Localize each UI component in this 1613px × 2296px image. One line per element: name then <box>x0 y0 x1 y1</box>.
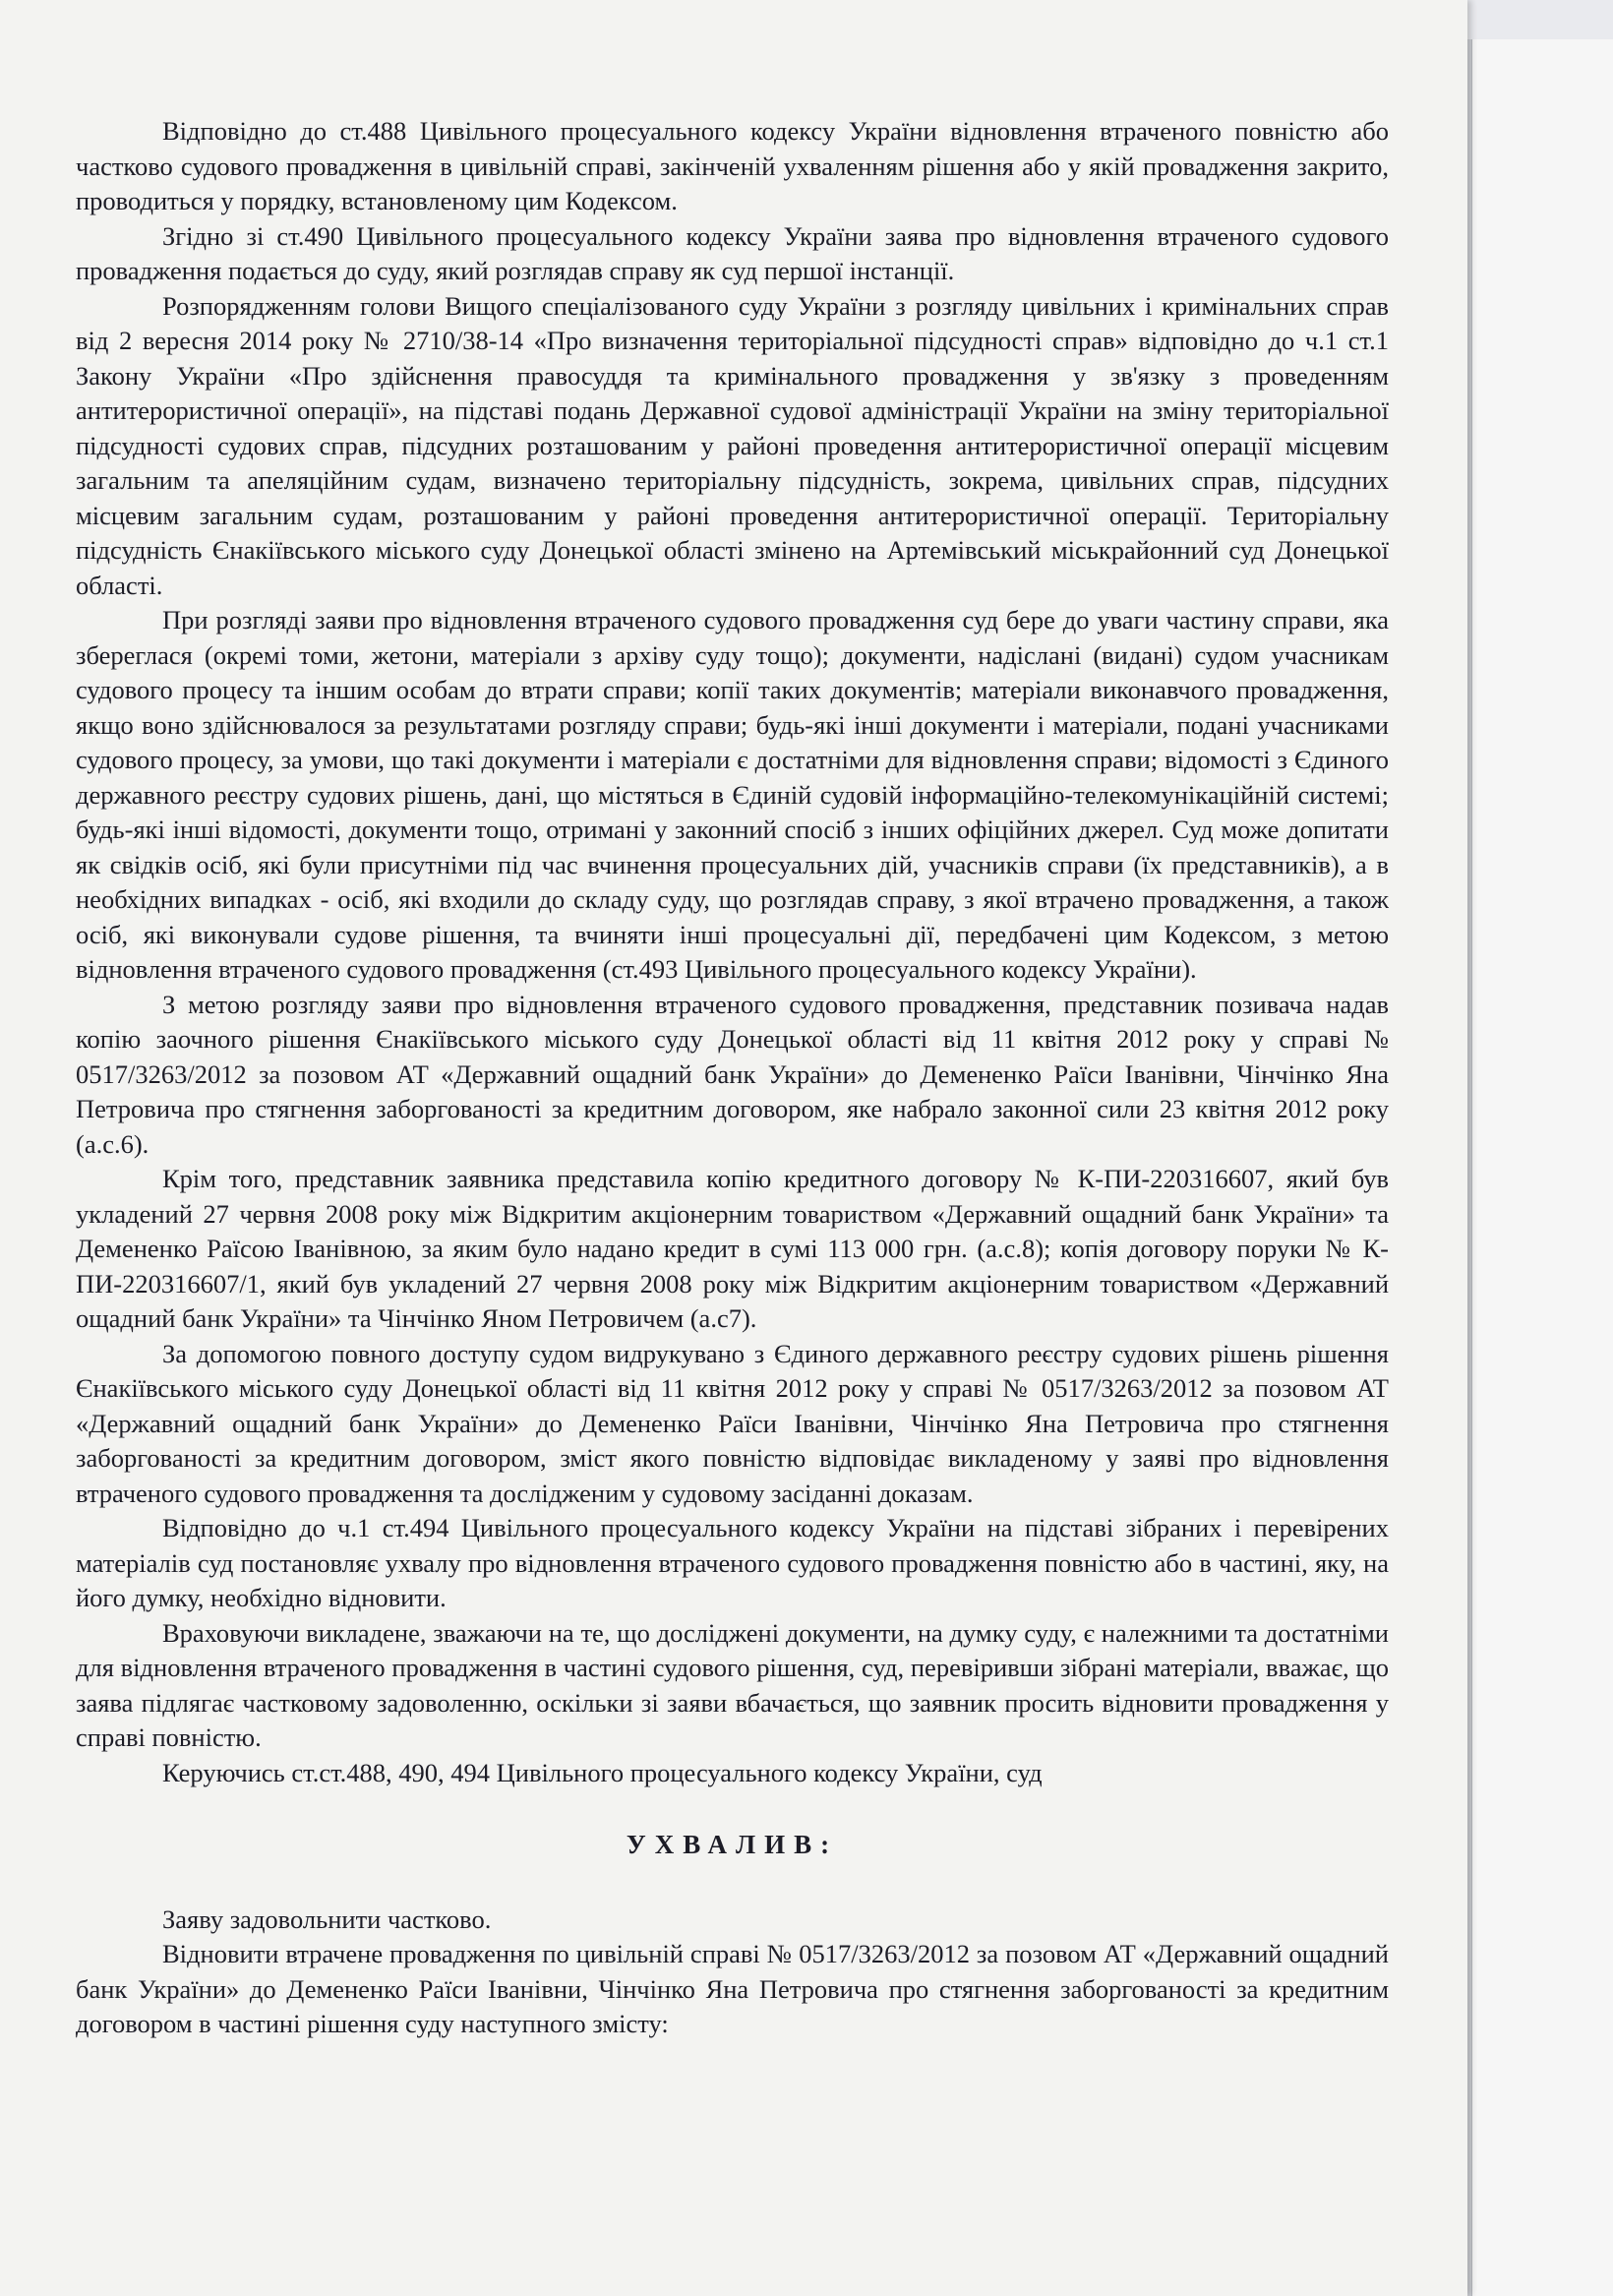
paragraph-art-490: Згідно зі ст.490 Цивільного процесуального кодексу України заява про відновлення втраченого судового провадження подається до суду, який розглядав справу як суд першої інстанції. <box>76 220 1389 285</box>
paragraph-considering: Враховуючи викладене, зважаючи на те, що досліджені документи, на думку суду, є належними та достатніми для відновлення втраченого провадження в частині судового рішення, суд, перевіривши зібрані матеріали, вважає, що заява підлягає частковому задоволенню, оскільки зі заяви вбачається, що заявник просить відновити провадження у справі повністю. <box>76 1617 1389 1752</box>
paragraph-guided-by: Керуючись ст.ст.488, 490, 494 Цивільного процесуального кодексу України, суд <box>162 1757 1043 1787</box>
page-stack-edge <box>1471 39 1613 2296</box>
paragraph-art-494: Відповідно до ч.1 ст.494 Цивільного процесуального кодексу України на підставі зібраних і перевірених матеріалів суд постановляє ухвалу про відновлення втраченого судового провадження повністю або в частині, яку, на його думку, необхідно відновити. <box>76 1513 1389 1612</box>
paragraph-jurisdiction-order: Розпорядженням голови Вищого спеціалізованого суду України з розгляду цивільних і кримінальних справ від 2 вересня 2014 року № 2710/38-14 «Про визначення територіальної підсудності справ» відповідно до ч.1 ст.1 Закону України «Про здійснення правосуддя та кримінального провадження у зв'язку з проведенням антитерористичної операції», на підставі подань Державної судової адміністрації України на зміну територіальної підсудності судових справ, підсудних розташованим у районі проведення антитерористичної операції місцевим загальним та апеляційним судам, визначено територіальну підсудність, зокрема, цивільних справ, підсудних місцевим загальним судам, розташованим у районі проведення антитерористичної операції. Територіальну підсудність Єнакіївського міського суду Донецької області змінено на Артемівський міськрайонний суд Донецької області. <box>76 290 1389 600</box>
paragraph-registry-printout: За допомогою повного доступу судом видрукувано з Єдиного державного реєстру судових рішень рішення Єнакіївського міського суду Донецької області від 11 квітня 2012 року у справі № 0517/3263/2012 за позовом АТ «Державний ощадний банк України» до Демененко Раїси Іванівни, Чінчінко Яна Петровича про стягнення заборгованості за кредитним договором, зміст якого повністю відповідає викладеному у заяві про відновлення втраченого судового провадження та дослідженим у судовому засіданні доказам. <box>76 1338 1389 1508</box>
paragraph-plaintiff-evidence: З метою розгляду заяви про відновлення втраченого судового провадження, представник позивача надав копію заочного рішення Єнакіївського міського суду Донецької області від 11 квітня 2012 року у справі № 0517/3263/2012 за позовом АТ «Державний ощадний банк України» до Демененко Раїси Іванівни, Чінчінко Яна Петровича про стягнення заборгованості за кредитним договором, яке набрало законної сили 23 квітня 2012 року (а.с.6). <box>76 989 1389 1159</box>
decision-restore-proceedings: Відновити втрачене провадження по цивільній справі № 0517/3263/2012 за позовом АТ «Державний ощадний банк України» до Демененко Раїси Іванівни, Чінчінко Яна Петровича про стягнення заборгованості за кредитним договором в частині рішення суду наступного змісту: <box>76 1939 1389 2038</box>
ruling-heading: УХВАЛИВ: <box>626 1830 839 1859</box>
page-stack-top <box>1467 0 1613 39</box>
paragraph-credit-agreement: Крім того, представник заявника представила копію кредитного договору № К-ПИ-220316607, який був укладений 27 червня 2008 року між Відкритим акціонерним товариством «Державний ощадний банк України» та Демененко Раїсою Іванівною, за яким було надано кредит в сумі 113 000 грн. (а.с.8); копія договору поруки № К-ПИ-220316607/1, який був укладений 27 червня 2008 року між Відкритим акціонерним товариством «Державний ощадний банк України» та Чінчінко Яном Петровичем (а.с7). <box>76 1164 1389 1333</box>
paragraph-art-493: При розгляді заяви про відновлення втраченого судового провадження суд бере до уваги частину справи, яка збереглася (окремі томи, жетони, матеріали з архіву суду тощо); документи, надіслані (видані) судом учасникам судового процесу та іншим особам до втрати справи; копії таких документів; матеріали виконавчого провадження, якщо воно здійснювалося за результатами розгляду справи; будь-які інші документи і матеріали, подані учасниками судового процесу, за умови, що такі документи і матеріали є достатніми для відновлення справи; відомості з Єдиного державного реєстру судових рішень, дані, що містяться в Єдиній судовій інформаційно-телекомунікаційній системі; будь-які інші відомості, документи тощо, отримані у законний спосіб з інших офіційних джерел. Суд може допитати як свідків осіб, які були присутніми під час вчинення процесуальних дій, учасників справи (їх представників), а в необхідних випадках - осіб, які входили до складу суду, що розглядав справу, з якої втрачено провадження, а також осіб, які виконували судове рішення, та вчиняти інші процесуальні дії, передбачені цим Кодексом, з метою відновлення втраченого судового провадження (ст.493 Цивільного процесуального кодексу України). <box>76 605 1389 984</box>
document-body <box>76 114 1389 2042</box>
decision-partial-satisfy: Заяву задовольнити частково. <box>162 1903 492 1934</box>
paragraph-art-488: Відповідно до ст.488 Цивільного процесуального кодексу України відновлення втраченого повністю або частково судового провадження в цивільній справі, закінченій ухваленням рішення або у якій провадження закрито, проводиться у порядку, встановленому цим Кодексом. <box>76 116 1389 215</box>
